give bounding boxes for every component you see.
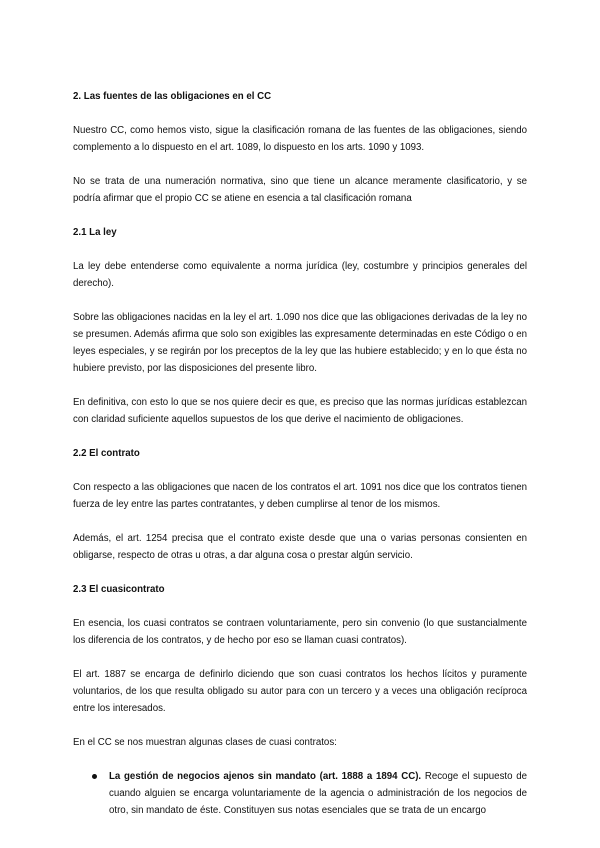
section-2-heading: 2. Las fuentes de las obligaciones en el CC bbox=[73, 91, 272, 102]
section-2-1-paragraph-2: Sobre las obligaciones nacidas en la ley el art. 1.090 nos dice que las obligaciones derivadas de la ley no se presumen. Además afirma que solo son exigibles las expresamente determinadas en este Código o en leyes especiales, y se regirán por los preceptos de la ley que las hubiere establecido; y en lo que ésta no hubiere previsto, por las disposiciones del presente libro. bbox=[73, 312, 527, 374]
section-2-2-paragraph-1: Con respecto a las obligaciones que nacen de los contratos el art. 1091 nos dice que los contratos tienen fuerza de ley entre las partes contratantes, y deben cumplirse al tenor de los mismos. bbox=[73, 482, 527, 510]
bullet-icon bbox=[92, 774, 97, 779]
section-2-1-heading: 2.1 La ley bbox=[73, 227, 117, 238]
list-item bbox=[73, 768, 527, 819]
section-2-3-paragraph-2: El art. 1887 se encarga de definirlo diciendo que son cuasi contratos los hechos lícitos y puramente voluntarios, de los que resulta obligado su autor para con un tercero y a veces una obligación recíproca entre los interesados. bbox=[73, 669, 527, 714]
section-2-2-heading: 2.2 El contrato bbox=[73, 448, 140, 459]
list-item-title: La gestión de negocios ajenos sin mandato (art. 1888 a 1894 CC). bbox=[109, 771, 422, 782]
section-2-1-paragraph-1: La ley debe entenderse como equivalente a norma jurídica (ley, costumbre y principios generales del derecho). bbox=[73, 261, 527, 289]
section-2-paragraph-2: No se trata de una numeración normativa, sino que tiene un alcance meramente clasificatorio, y se podría afirmar que el propio CC se atiene en esencia a tal clasificación romana bbox=[73, 176, 527, 204]
section-2-3-paragraph-1: En esencia, los cuasi contratos se contraen voluntariamente, pero sin convenio (lo que sustancialmente los diferencia de los contratos, y de hecho por eso se llaman cuasi contratos). bbox=[73, 618, 527, 646]
cuasi-contract-list bbox=[73, 768, 527, 819]
section-2-1-paragraph-3: En definitiva, con esto lo que se nos quiere decir es que, es preciso que las normas jurídicas establezcan con claridad suficiente aquellos supuestos de los que derive el nacimiento de obligaciones. bbox=[73, 397, 527, 425]
section-2-3-paragraph-3: En el CC se nos muestran algunas clases de cuasi contratos: bbox=[73, 737, 337, 748]
section-2-3-heading: 2.3 El cuasicontrato bbox=[73, 584, 165, 595]
list-item-text: Recoge el supuesto de cuando alguien se encarga voluntariamente de la agencia o administración de los negocios de otro, sin mandato de éste. Constituyen sus notas esenciales que se trata de un encargo bbox=[109, 771, 527, 816]
section-2-2-paragraph-2: Además, el art. 1254 precisa que el contrato existe desde que una o varias personas consienten en obligarse, respecto de otras u otras, a dar alguna cosa o prestar algún servicio. bbox=[73, 533, 527, 561]
section-2-paragraph-1: Nuestro CC, como hemos visto, sigue la clasificación romana de las fuentes de las obligaciones, siendo complemento a lo dispuesto en el art. 1089, lo dispuesto en los arts. 1090 y 1093. bbox=[73, 125, 527, 153]
